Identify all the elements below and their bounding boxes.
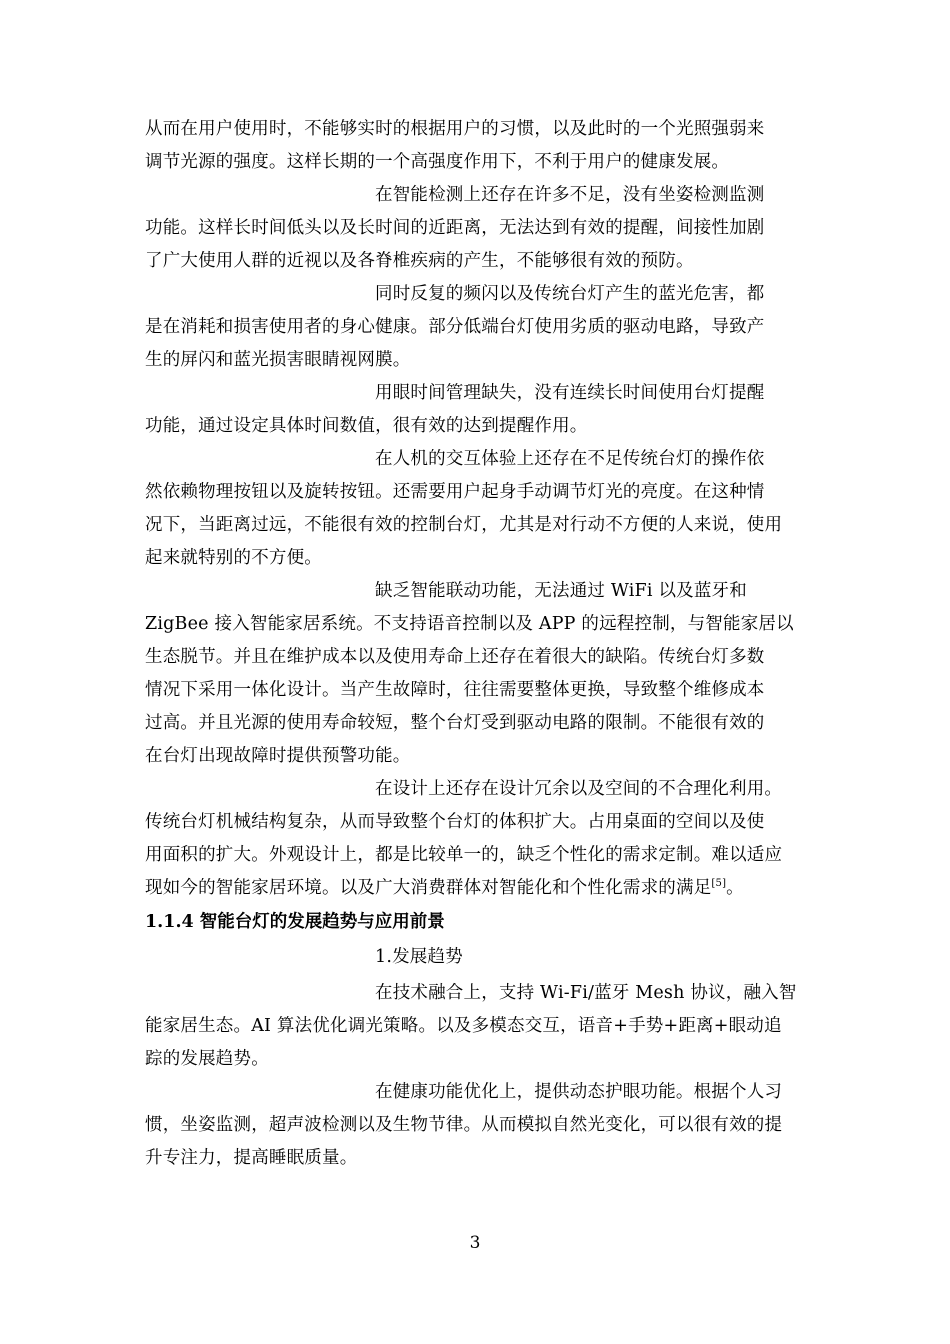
text-line: 缺乏智能联动功能，无法通过 WiFi 以及蓝牙和 — [375, 581, 747, 601]
text-line: 在台灯出现故障时提供预警功能。 — [145, 746, 411, 766]
text-line: 在智能检测上还存在许多不足，没有坐姿检测监测 — [375, 185, 765, 205]
text-line: 了广大使用人群的近视以及各脊椎疾病的产生，不能够很有效的预防。 — [145, 251, 694, 271]
text-line: 过高。并且光源的使用寿命较短，整个台灯受到驱动电路的限制。不能很有效的 — [145, 713, 765, 733]
text-line: 生的屏闪和蓝光损害眼睛视网膜。 — [145, 350, 411, 370]
text-line: 惯，坐姿监测，超声波检测以及生物节律。从而模拟自然光变化，可以很有效的提 — [145, 1115, 783, 1135]
text-line — [145, 877, 810, 899]
page-number: 3 — [469, 1233, 481, 1253]
text-line: 在设计上还存在设计冗余以及空间的不合理化利用。 — [375, 779, 783, 799]
text-line: 升专注力，提高睡眠质量。 — [145, 1148, 358, 1168]
section-heading: 1.1.4 智能台灯的发展趋势与应用前景 — [145, 912, 445, 932]
text-line: 用眼时间管理缺失，没有连续长时间使用台灯提醒 — [375, 383, 765, 403]
text-line: 是在消耗和损害使用者的身心健康。部分低端台灯使用劣质的驱动电路，导致产 — [145, 317, 765, 337]
text-line: 调节光源的强度。这样长期的一个高强度作用下，不利于用户的健康发展。 — [145, 152, 730, 172]
text-line: 同时反复的频闪以及传统台灯产生的蓝光危害，都 — [375, 284, 765, 304]
text-line: 情况下采用一体化设计。当产生故障时，往往需要整体更换，导致整个维修成本 — [145, 680, 765, 700]
text-line: 况下，当距离过远，不能很有效的控制台灯，尤其是对行动不方便的人来说，使用 — [145, 515, 783, 535]
text-line: 从而在用户使用时，不能够实时的根据用户的习惯，以及此时的一个光照强弱来 — [145, 119, 765, 139]
citation-reference: [5] — [711, 878, 727, 890]
text-line: 在健康功能优化上，提供动态护眼功能。根据个人习 — [375, 1082, 783, 1102]
text-line: 踪的发展趋势。 — [145, 1049, 269, 1069]
subheading: 1.发展趋势 — [375, 947, 463, 967]
text-line: 然依赖物理按钮以及旋转按钮。还需要用户起身手动调节灯光的亮度。在这种情 — [145, 482, 765, 502]
text-line: 在人机的交互体验上还存在不足传统台灯的操作依 — [375, 449, 765, 469]
text-line: 用面积的扩大。外观设计上，都是比较单一的，缺乏个性化的需求定制。难以适应 — [145, 845, 783, 865]
text-line: 功能。这样长时间低头以及长时间的近距离，无法达到有效的提醒，间接性加剧 — [145, 218, 765, 238]
text-segment: 。 — [726, 878, 744, 898]
text-line: 在技术融合上，支持 Wi-Fi/蓝牙 Mesh 协议，融入智 — [375, 983, 797, 1003]
text-segment: 现如今的智能家居环境。以及广大消费群体对智能化和个性化需求的满足 — [145, 878, 712, 898]
text-line: 起来就特别的不方便。 — [145, 548, 322, 568]
text-line: 能家居生态。AI 算法优化调光策略。以及多模态交互，语音+手势+距离+眼动追 — [145, 1016, 782, 1036]
text-line: 传统台灯机械结构复杂，从而导致整个台灯的体积扩大。占用桌面的空间以及使 — [145, 812, 765, 832]
text-line: 生态脱节。并且在维护成本以及使用寿命上还存在着很大的缺陷。传统台灯多数 — [145, 647, 765, 667]
text-line: 功能，通过设定具体时间数值，很有效的达到提醒作用。 — [145, 416, 588, 436]
text-line: ZigBee 接入智能家居系统。不支持语音控制以及 APP 的远程控制，与智能家居以 — [145, 614, 794, 634]
